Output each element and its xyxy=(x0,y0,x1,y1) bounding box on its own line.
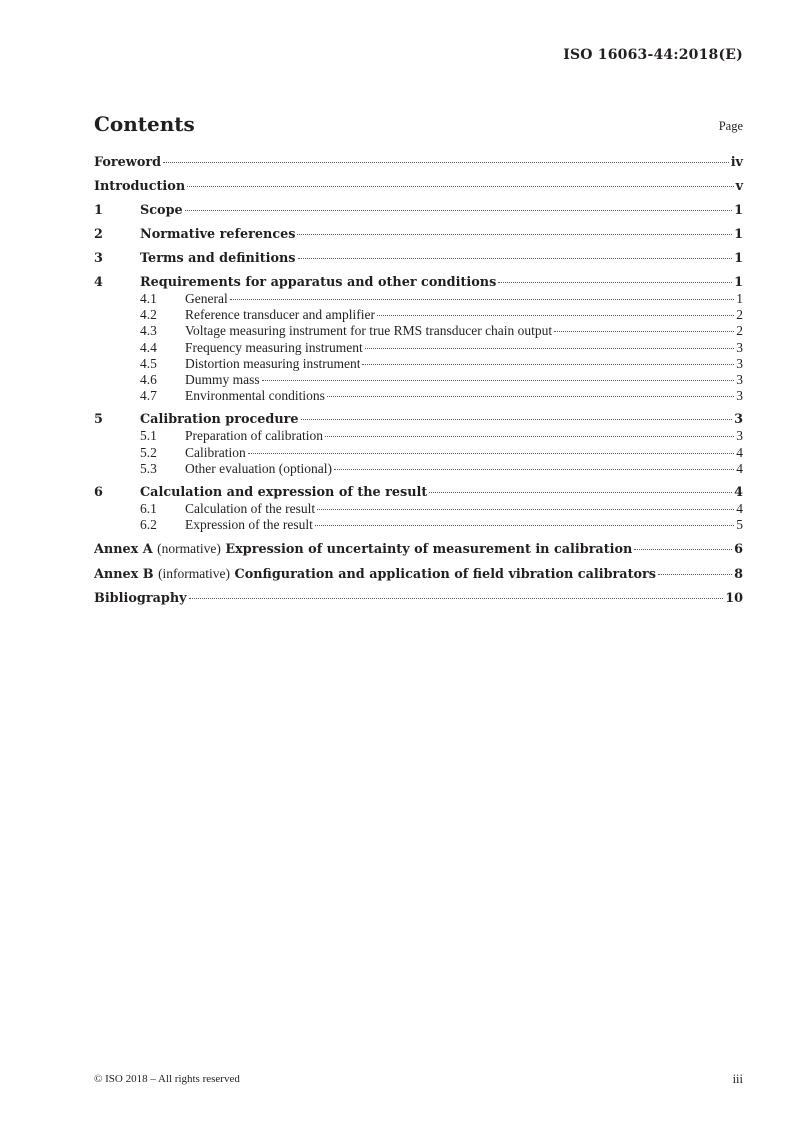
toc-entry-number: 6.1 xyxy=(140,501,157,517)
dot-leader xyxy=(248,453,735,454)
toc-page-number: 3 xyxy=(736,355,743,371)
page-title: Contents xyxy=(94,112,195,136)
dot-leader xyxy=(334,469,734,470)
toc-page-number: 3 xyxy=(736,372,743,388)
toc-entry-label: Calculation and expression of the result xyxy=(140,485,428,501)
annex-title: Expression of uncertainty of measurement in calibration xyxy=(225,542,633,558)
toc-entry[interactable] xyxy=(94,227,743,243)
toc-page-number: 5 xyxy=(736,517,743,533)
toc-page-number: 4 xyxy=(736,460,743,476)
toc-page-number: 4 xyxy=(736,444,743,460)
annex-id: Annex B xyxy=(94,567,154,583)
toc-entry-label: Introduction xyxy=(94,179,186,194)
page-number: iii xyxy=(732,1072,743,1086)
toc-annex-entry[interactable] xyxy=(94,566,743,583)
toc-entry-number: 4.2 xyxy=(140,307,157,323)
toc-page-number: 1 xyxy=(736,291,743,306)
toc-entry-label: Frequency measuring instrument xyxy=(185,339,363,355)
toc-entry[interactable] xyxy=(94,203,743,219)
dot-leader xyxy=(362,364,734,365)
toc-entry-number: 4.3 xyxy=(140,323,157,339)
toc-page-number: iv xyxy=(730,155,743,170)
toc-entry[interactable] xyxy=(94,251,743,267)
toc-annex-entry[interactable] xyxy=(94,541,743,558)
toc-page-number: 1 xyxy=(734,251,743,266)
annex-id: Annex A xyxy=(94,542,153,558)
dot-leader xyxy=(163,162,729,163)
toc-entry-label: Dummy mass xyxy=(185,372,260,388)
toc-page-number: 8 xyxy=(734,567,743,583)
toc-entry-label: Calibration procedure xyxy=(140,412,299,428)
dot-leader xyxy=(185,210,732,211)
toc-subentry[interactable] xyxy=(94,291,743,307)
toc-entry-label: Expression of the result xyxy=(185,517,313,533)
table-of-contents xyxy=(94,155,743,607)
toc-entry-number: 4.6 xyxy=(140,372,157,388)
dot-leader xyxy=(189,598,724,599)
dot-leader xyxy=(377,315,734,316)
dot-leader xyxy=(230,299,735,300)
toc-entry-label: Terms and definitions xyxy=(140,251,296,266)
toc-entry[interactable] xyxy=(94,179,743,195)
dot-leader xyxy=(301,419,733,420)
document-id: ISO 16063-44:2018(E) xyxy=(563,47,743,63)
toc-entry-number: 1 xyxy=(94,203,103,218)
toc-entry-number: 4.4 xyxy=(140,339,157,355)
toc-page-number: 3 xyxy=(736,339,743,355)
toc-page-number: 4 xyxy=(736,501,743,517)
toc-subentry[interactable] xyxy=(94,445,743,461)
toc-entry-label: Reference transducer and amplifier xyxy=(185,307,376,323)
dot-leader xyxy=(365,348,735,349)
toc-entry-number: 5.3 xyxy=(140,460,157,476)
toc-subentry[interactable] xyxy=(94,356,743,372)
toc-page-number: 3 xyxy=(736,428,743,444)
dot-leader xyxy=(325,436,734,437)
dot-leader xyxy=(327,396,734,397)
toc-entry-label: Distortion measuring instrument xyxy=(185,355,361,371)
toc-subentry[interactable] xyxy=(94,501,743,517)
dot-leader xyxy=(298,258,733,259)
toc-entry-label: Calibration xyxy=(185,444,246,460)
toc-page-number: 1 xyxy=(734,203,743,218)
dot-leader xyxy=(297,234,732,235)
copyright-notice: © ISO 2018 – All rights reserved xyxy=(94,1073,240,1085)
toc-entry-label: Normative references xyxy=(140,227,296,242)
toc-entry-label: Scope xyxy=(140,203,183,218)
toc-page-number: 10 xyxy=(725,591,743,607)
toc-entry-number: 2 xyxy=(94,227,103,242)
toc-page-number: 2 xyxy=(736,307,743,323)
dot-leader xyxy=(429,492,732,493)
toc-entry-number: 4 xyxy=(94,275,103,290)
toc-subentry[interactable] xyxy=(94,340,743,356)
toc-page-number: 2 xyxy=(736,323,743,339)
dot-leader xyxy=(315,525,734,526)
toc-entry-number: 5.2 xyxy=(140,444,157,460)
dot-leader xyxy=(317,509,734,510)
page-column-label: Page xyxy=(718,119,743,133)
toc-subentry[interactable] xyxy=(94,323,743,339)
toc-entry-label: Bibliography xyxy=(94,591,187,607)
dot-leader xyxy=(498,282,732,283)
toc-page-number: 6 xyxy=(734,542,743,558)
toc-entry-number: 6 xyxy=(94,485,103,501)
toc-entry-label xyxy=(94,541,632,558)
annex-qualifier: (normative) xyxy=(157,541,221,557)
toc-subentry[interactable] xyxy=(94,428,743,444)
toc-entry-number: 4.7 xyxy=(140,388,157,404)
toc-page-number: 3 xyxy=(734,412,743,428)
annex-title: Configuration and application of field vibration calibrators xyxy=(234,567,656,583)
toc-entry-label: General xyxy=(185,291,228,306)
annex-qualifier: (informative) xyxy=(158,566,231,582)
toc-page-number: 4 xyxy=(734,485,743,501)
toc-page-number: 1 xyxy=(734,275,743,290)
toc-subentry[interactable] xyxy=(94,307,743,323)
dot-leader xyxy=(554,331,734,332)
dot-leader xyxy=(187,186,733,187)
toc-entry-number: 5.1 xyxy=(140,428,157,444)
toc-entry-label xyxy=(94,566,656,583)
toc-subentry[interactable] xyxy=(94,388,743,404)
dot-leader xyxy=(634,549,732,550)
toc-entry[interactable] xyxy=(94,591,743,607)
toc-entry-label: Foreword xyxy=(94,155,162,170)
toc-entry-label: Environmental conditions xyxy=(185,388,325,404)
toc-entry-label: Calculation of the result xyxy=(185,501,316,517)
dot-leader xyxy=(262,380,735,381)
toc-entry-number: 6.2 xyxy=(140,517,157,533)
toc-entry-number: 5 xyxy=(94,412,103,428)
toc-entry[interactable] xyxy=(94,485,743,501)
toc-subentry[interactable] xyxy=(94,461,743,477)
toc-entry-number: 4.5 xyxy=(140,355,157,371)
toc-entry-label: Voltage measuring instrument for true RMS transducer chain output xyxy=(185,323,553,339)
toc-page-number: 1 xyxy=(734,227,743,242)
toc-subentry[interactable] xyxy=(94,372,743,388)
toc-subentry[interactable] xyxy=(94,517,743,533)
toc-page-number: v xyxy=(735,179,743,194)
toc-page-number: 3 xyxy=(736,388,743,404)
toc-entry-label: Other evaluation (optional) xyxy=(185,460,332,476)
toc-entry[interactable] xyxy=(94,412,743,428)
toc-entry[interactable] xyxy=(94,155,743,171)
toc-entry-number: 3 xyxy=(94,251,103,266)
dot-leader xyxy=(658,574,732,575)
toc-entry-label: Preparation of calibration xyxy=(185,428,323,444)
toc-entry-number: 4.1 xyxy=(140,291,157,306)
toc-entry[interactable] xyxy=(94,275,743,291)
toc-entry-label: Requirements for apparatus and other conditions xyxy=(140,275,497,290)
